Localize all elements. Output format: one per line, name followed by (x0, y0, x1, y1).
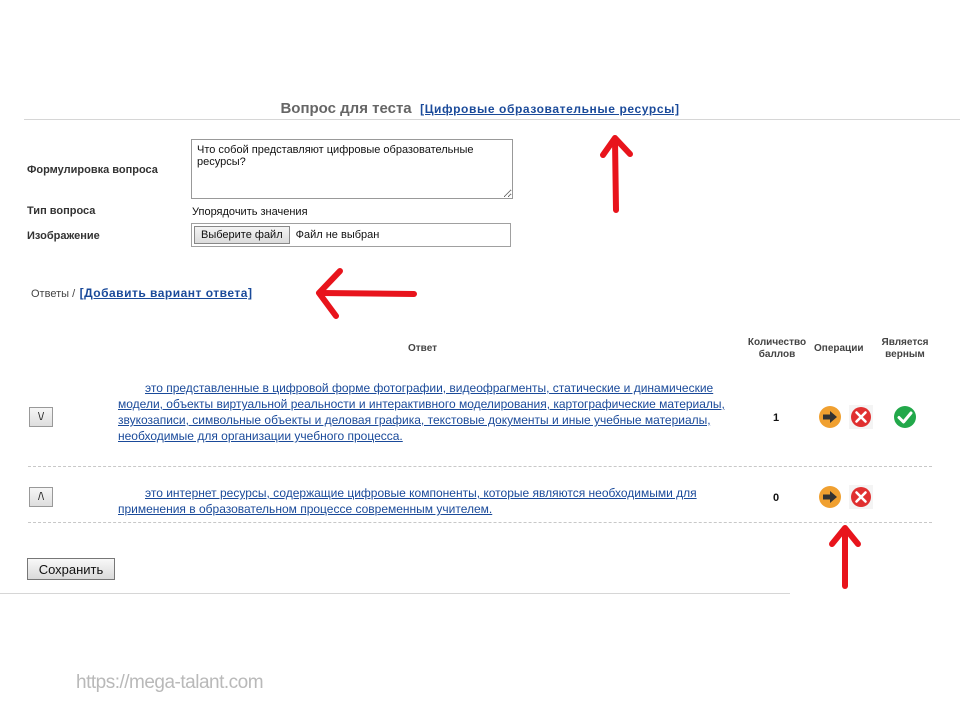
column-operations: Операции (814, 343, 864, 354)
answer-text (118, 485, 733, 517)
answer-link[interactable]: это представленные в цифровой форме фотографии, видеофрагменты, статические и динамические модели, объекты виртуальной реальности и интерактивного моделирования, картографические материалы, звукозаписи, символьные объекты и деловая графика, текстовые документы и иные учебные материалы, необходимые для организации учебного процесса. (118, 381, 725, 443)
file-status: Файл не выбран (295, 229, 380, 241)
header-divider (24, 119, 960, 120)
move-down-button[interactable]: \/ (29, 407, 53, 427)
table-row (29, 407, 53, 427)
choose-file-button[interactable]: Выберите файл (194, 226, 290, 244)
column-correct: Является верным (881, 337, 929, 360)
row-divider (28, 466, 932, 467)
image-label: Изображение (27, 230, 100, 242)
move-up-button[interactable]: /\ (29, 487, 53, 507)
answers-header (31, 284, 252, 302)
type-value: Упорядочить значения (192, 206, 308, 218)
delete-icon (849, 405, 873, 429)
edit-icon[interactable] (818, 405, 842, 434)
question-label: Формулировка вопроса (27, 164, 158, 176)
answer-score: 0 (773, 492, 780, 504)
save-button[interactable]: Сохранить (27, 558, 115, 580)
delete-button[interactable] (849, 405, 873, 434)
answer-score: 1 (773, 412, 780, 424)
column-answer: Ответ (408, 343, 438, 354)
footer-divider (0, 593, 790, 594)
arrow-right-icon (818, 485, 842, 509)
answers-label: Ответы / (31, 288, 76, 300)
add-answer-link[interactable]: [Добавить вариант ответа] (79, 286, 253, 300)
category-link[interactable]: [Цифровые образовательные ресурсы] (420, 102, 680, 116)
column-points: Количество баллов (747, 337, 807, 360)
delete-icon (849, 485, 873, 509)
answer-link[interactable]: это интернет ресурсы, содержащие цифровые компоненты, которые являются необходимыми для применения в образовательном процессе современным учителем. (118, 486, 697, 516)
red-arrow-annotation (598, 130, 638, 215)
arrow-right-icon (818, 405, 842, 429)
red-arrow-annotation (310, 266, 422, 322)
page-title-text: Вопрос для теста (280, 100, 412, 117)
red-arrow-annotation (826, 522, 866, 592)
row-divider (28, 522, 932, 523)
check-icon (893, 405, 917, 429)
file-input[interactable] (191, 223, 511, 247)
table-row (29, 487, 53, 507)
answer-text (118, 380, 733, 444)
correct-indicator (893, 405, 917, 434)
question-input[interactable] (191, 139, 513, 199)
delete-button[interactable] (849, 485, 873, 514)
type-label: Тип вопроса (27, 205, 96, 217)
page-title (0, 100, 960, 118)
edit-icon[interactable] (818, 485, 842, 514)
footer-url: https://mega-talant.com (76, 672, 264, 693)
